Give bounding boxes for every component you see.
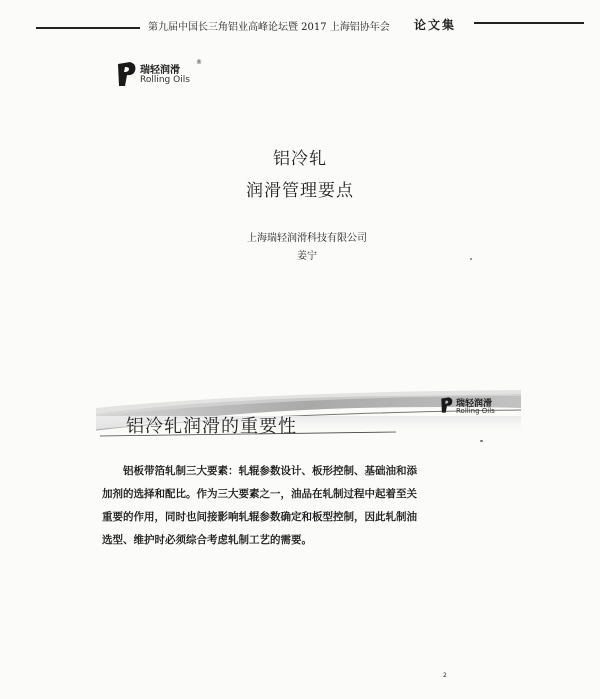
body-line-1: 铝板带箔轧制三大要素：轧辊参数设计、板形控制、基础油和添 (123, 465, 417, 477)
document-title-line2: 润滑管理要点 (246, 181, 354, 201)
banner-logo (440, 396, 520, 422)
section-banner (96, 386, 521, 438)
ruiqing-logo-icon (440, 396, 454, 414)
section-heading: 铝冷轧润滑的重要性 (126, 416, 297, 437)
logo-english: Rolling Oils (140, 75, 190, 85)
header-rule-right (474, 22, 584, 24)
ruiqing-logo-icon (116, 60, 138, 88)
banner-logo-english: Rolling Oils (456, 407, 495, 415)
scan-speck (470, 258, 472, 260)
body-paragraph (102, 460, 522, 552)
scan-speck (480, 440, 483, 442)
company-logo (116, 60, 226, 94)
header-rule-left (36, 27, 140, 29)
header-collection-label: 论文集 (414, 18, 457, 32)
body-line-2: 加剂的选择和配比。作为三大要素之一，油品在轧制过程中起着至关 (102, 488, 417, 500)
author-name: 姜宁 (297, 251, 317, 262)
page-number: 2 (443, 672, 447, 679)
body-line-3: 重要的作用，同时也间接影响轧辊参数确定和板型控制，因此轧制油 (102, 511, 417, 523)
logo-name: 瑞轻润滑 (140, 65, 180, 76)
document-title-line1: 铝冷轧 (273, 149, 327, 169)
banner-logo-name: 瑞轻润滑 (456, 399, 493, 409)
header-conference-title: 第九届中国长三角铝业高峰论坛暨 2017 上海铝协年会 (148, 22, 390, 33)
registered-mark: ® (196, 59, 202, 66)
body-line-4: 选型、维护时必须综合考虑轧制工艺的需要。 (102, 534, 312, 546)
author-affiliation: 上海瑞轻润滑科技有限公司 (247, 233, 367, 244)
